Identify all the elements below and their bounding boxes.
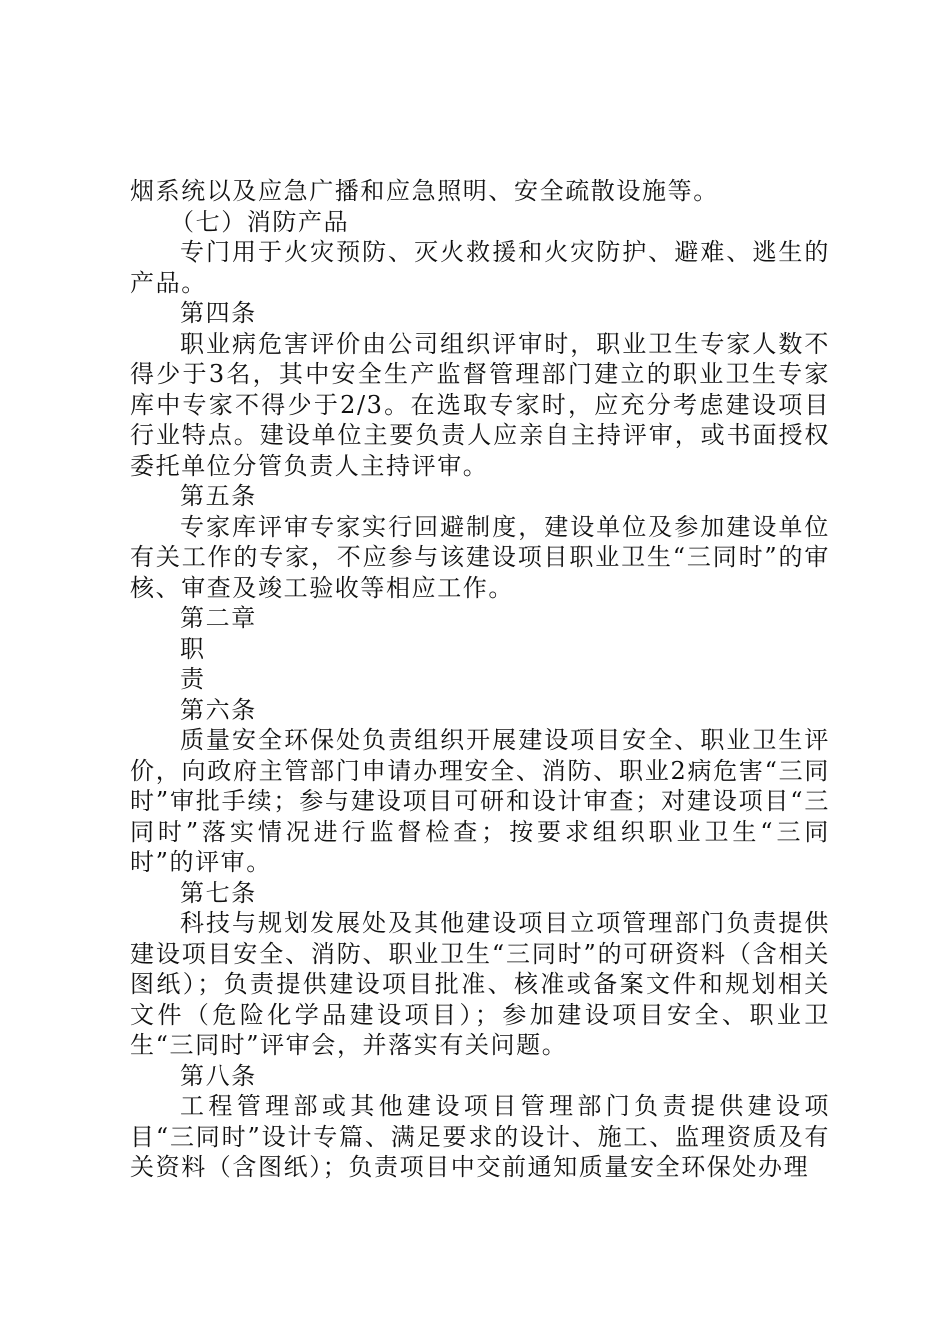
paragraph-article-8: 工程管理部或其他建设项目管理部门负责提供建设项目“三同时”设计专篇、满足要求的设计、施工、监理资质及有关资料（含图纸）；负责项目中交前通知质量安全环保处办理 [130,1092,830,1181]
article-heading-6: 第六条 [180,695,257,724]
article-heading-7: 第七条 [180,878,257,907]
chapter-heading-2: 第二章 [180,604,257,632]
article-heading-5: 第五条 [180,482,257,510]
paragraph-article-5: 专家库评审专家实行回避制度，建设单位及参加建设单位有关工作的专家，不应参与该建设项目职业卫生“三同时”的审核、审查及竣工验收等相应工作。 [130,512,830,602]
document-body [130,176,830,1183]
paragraph-article-7: 科技与规划发展处及其他建设项目立项管理部门负责提供建设项目安全、消防、职业卫生“三同时”的可研资料（含相关图纸）；负责提供建设项目批准、核准或备案文件和规划相关文件（危险化学品建设项目）；参加建设项目安全、职业卫生“三同时”评审会，并落实有关问题。 [130,909,830,1059]
paragraph-fire-products: 专门用于火灾预防、灭火救援和火灾防护、避难、逃生的产品。 [130,238,830,297]
chapter-title-part-1: 职 [180,634,206,663]
section-heading-fire-products: （七）消防产品 [170,207,350,236]
paragraph-article-4: 职业病危害评价由公司组织评审时，职业卫生专家人数不得少于3名，其中安全生产监督管理部门建立的职业卫生专家库中专家不得少于2/3。在选取专家时，应充分考虑建设项目行业特点。建设单位主要负责人应亲自主持评审，或书面授权委托单位分管负责人主持评审。 [130,329,830,480]
chapter-title-part-2: 责 [180,665,206,693]
paragraph-continuation: 烟系统以及应急广播和应急照明、安全疏散设施等。 [130,177,719,205]
paragraph-article-6: 质量安全环保处负责组织开展建设项目安全、职业卫生评价，向政府主管部门申请办理安全、消防、职业2病危害“三同时”审批手续；参与建设项目可研和设计审查；对建设项目“三同时”落实情况进行监督检查；按要求组织职业卫生“三同时”的评审。 [130,726,830,876]
article-heading-8: 第八条 [180,1061,257,1090]
article-heading-4: 第四条 [180,299,257,327]
